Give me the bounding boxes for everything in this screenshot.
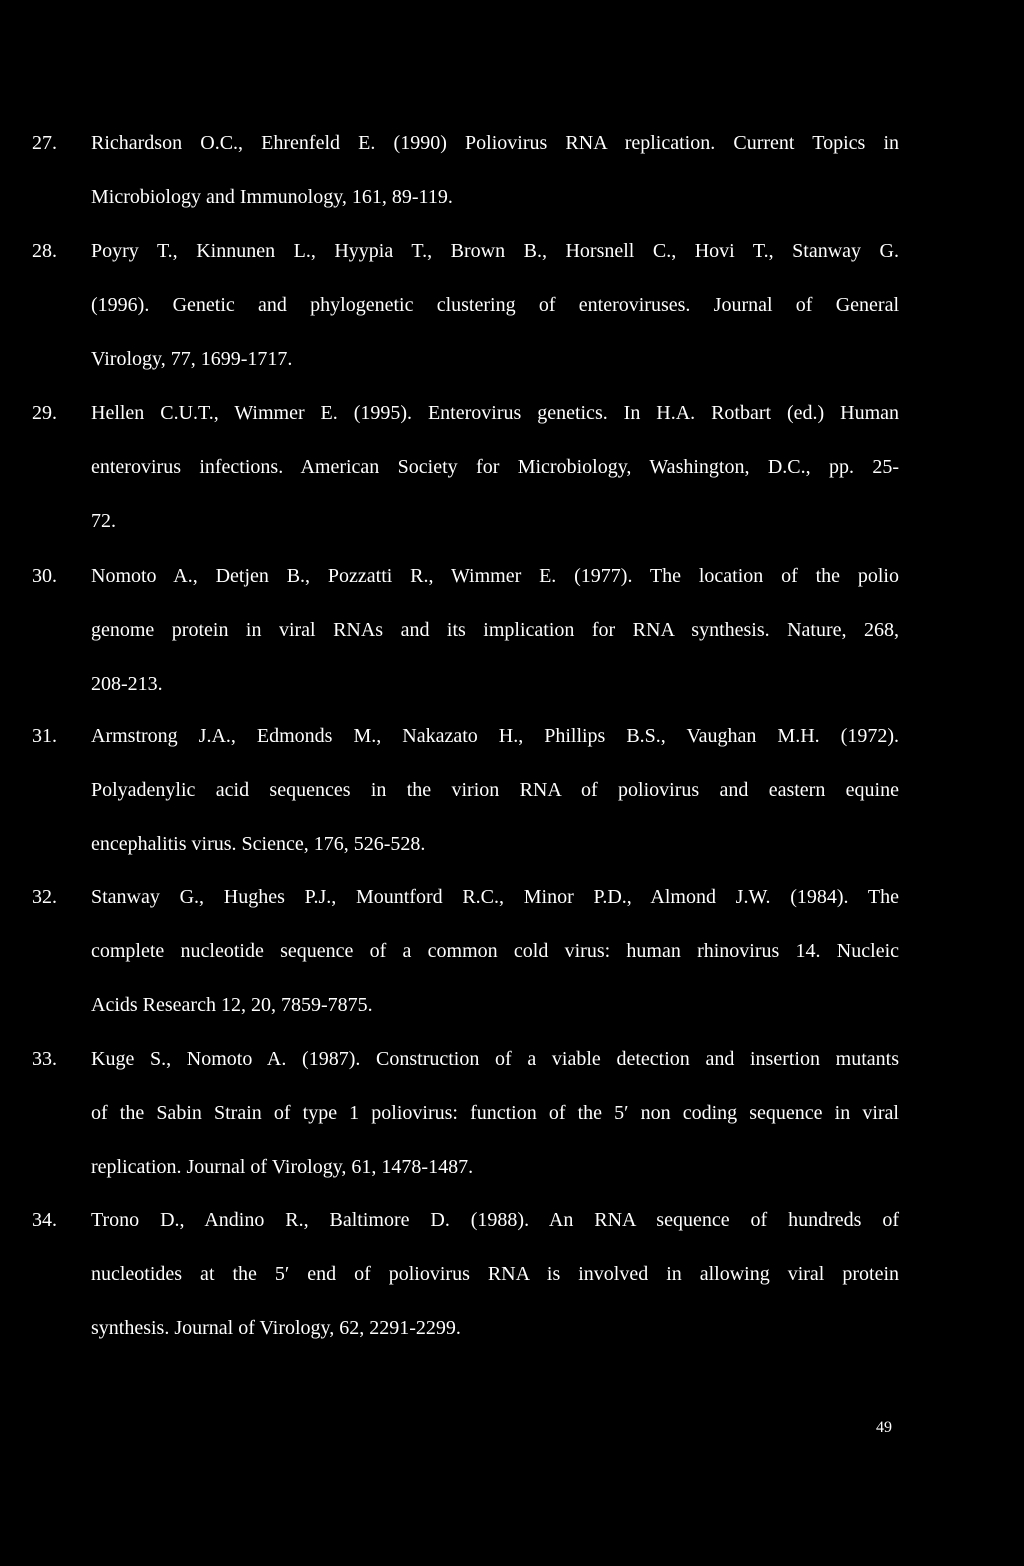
reference-text-line: Kuge S., Nomoto A. (1987). Construction of a viable detection and insertion mutants bbox=[91, 1048, 899, 1070]
reference-text-line: (1996). Genetic and phylogenetic clustering of enteroviruses. Journal of General bbox=[91, 294, 899, 316]
reference-text-line: Richardson O.C., Ehrenfeld E. (1990) Poliovirus RNA replication. Current Topics in bbox=[91, 132, 899, 154]
reference-text-line: Microbiology and Immunology, 161, 89-119. bbox=[91, 186, 453, 208]
reference-text-line: complete nucleotide sequence of a common cold virus: human rhinovirus 14. Nucleic bbox=[91, 940, 899, 962]
reference-text-line: Hellen C.U.T., Wimmer E. (1995). Enterovirus genetics. In H.A. Rotbart (ed.) Human bbox=[91, 402, 899, 424]
reference-text-line: synthesis. Journal of Virology, 62, 2291-2299. bbox=[91, 1317, 461, 1339]
reference-text-line: 72. bbox=[91, 510, 116, 532]
reference-number: 28. bbox=[32, 240, 57, 262]
reference-text-line: enterovirus infections. American Society for Microbiology, Washington, D.C., pp. 25- bbox=[91, 456, 899, 478]
reference-number: 27. bbox=[32, 132, 57, 154]
reference-text-line: encephalitis virus. Science, 176, 526-528. bbox=[91, 833, 426, 855]
reference-text-line: Nomoto A., Detjen B., Pozzatti R., Wimmer E. (1977). The location of the polio bbox=[91, 565, 899, 587]
reference-number: 30. bbox=[32, 565, 57, 587]
reference-number: 33. bbox=[32, 1048, 57, 1070]
reference-number: 34. bbox=[32, 1209, 57, 1231]
reference-text-line: Poyry T., Kinnunen L., Hyypia T., Brown B., Horsnell C., Hovi T., Stanway G. bbox=[91, 240, 899, 262]
reference-text-line: 208-213. bbox=[91, 673, 163, 695]
reference-text-line: Armstrong J.A., Edmonds M., Nakazato H., Phillips B.S., Vaughan M.H. (1972). bbox=[91, 725, 899, 747]
reference-number: 31. bbox=[32, 725, 57, 747]
reference-text-line: genome protein in viral RNAs and its implication for RNA synthesis. Nature, 268, bbox=[91, 619, 899, 641]
reference-text-line: Acids Research 12, 20, 7859-7875. bbox=[91, 994, 373, 1016]
reference-text-line: nucleotides at the 5′ end of poliovirus RNA is involved in allowing viral protein bbox=[91, 1263, 899, 1285]
reference-text-line: Virology, 77, 1699-1717. bbox=[91, 348, 293, 370]
reference-number: 29. bbox=[32, 402, 57, 424]
reference-text-line: replication. Journal of Virology, 61, 1478-1487. bbox=[91, 1156, 474, 1178]
reference-text-line: Trono D., Andino R., Baltimore D. (1988). An RNA sequence of hundreds of bbox=[91, 1209, 899, 1231]
reference-text-line: of the Sabin Strain of type 1 poliovirus: function of the 5′ non coding sequence in viral bbox=[91, 1102, 899, 1124]
page-number: 49 bbox=[876, 1419, 892, 1436]
reference-number: 32. bbox=[32, 886, 57, 908]
reference-text-line: Polyadenylic acid sequences in the virion RNA of poliovirus and eastern equine bbox=[91, 779, 899, 801]
reference-text-line: Stanway G., Hughes P.J., Mountford R.C., Minor P.D., Almond J.W. (1984). The bbox=[91, 886, 899, 908]
